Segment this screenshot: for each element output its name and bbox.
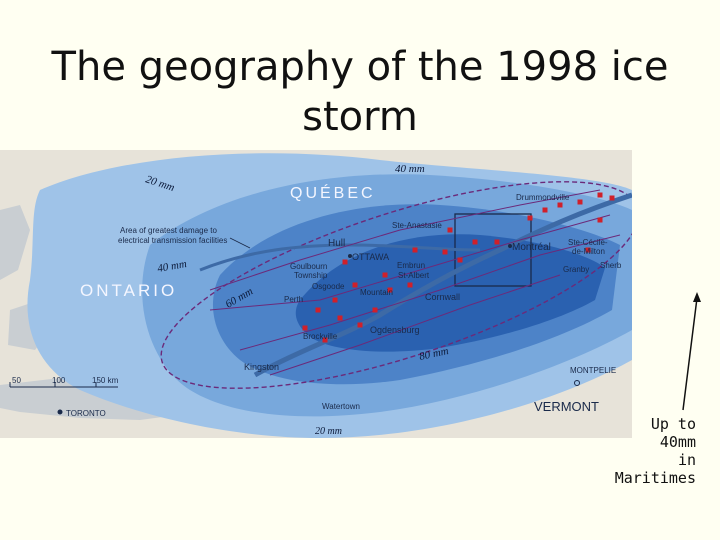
- region-quebec: QUÉBEC: [290, 185, 376, 202]
- slide-title: The geography of the 1998 ice storm: [51, 44, 669, 140]
- place-embrun: Embrun: [397, 261, 426, 270]
- place-osgoode: Osgoode: [312, 282, 345, 291]
- place-toronto: TORONTO: [66, 409, 106, 418]
- place-watertown: Watertown: [322, 402, 360, 411]
- place-township: Township: [294, 271, 328, 280]
- scale-100: 100: [52, 376, 66, 385]
- legend-damage-line1: Area of greatest damage to: [120, 226, 217, 235]
- label-40mm-top: 40 mm: [395, 163, 425, 175]
- place-cornwall: Cornwall: [425, 292, 461, 302]
- place-granby: Granby: [563, 265, 590, 274]
- region-ontario: ONTARIO: [80, 281, 178, 300]
- region-vermont: VERMONT: [534, 399, 599, 414]
- place-perth: Perth: [284, 295, 304, 304]
- place-mountain: Mountain: [360, 288, 393, 297]
- place-goulbourn: Goulbourn: [290, 262, 328, 271]
- place-kingston: Kingston: [244, 362, 280, 372]
- place-ottawa: OTTAWA: [352, 252, 390, 262]
- label-80mm: 80 mm: [418, 345, 450, 363]
- place-st-albert: St-Albert: [398, 271, 430, 280]
- scale-150: 150 km: [92, 376, 119, 385]
- place-montpelier: MONTPELIE: [570, 366, 617, 375]
- place-sherbrooke: Sherb: [600, 261, 622, 270]
- label-20mm-bottom: 20 mm: [315, 426, 342, 437]
- label-60mm: 60 mm: [223, 285, 256, 311]
- scale-50: 50: [12, 376, 21, 385]
- place-ste-cecile-2: de-Milton: [572, 247, 605, 256]
- place-hull: Hull: [328, 238, 346, 249]
- place-ogdensburg: Ogdensburg: [370, 325, 420, 335]
- label-40mm-left: 40 mm: [156, 257, 188, 275]
- place-ste-cecile-1: Ste-Cécile-: [568, 238, 608, 247]
- place-ste-anastasie: Ste-Anastasie: [392, 221, 442, 230]
- label-20mm-left: 20 mm: [144, 173, 176, 195]
- place-brockville: Brockville: [303, 332, 338, 341]
- place-montreal: Montréal: [512, 242, 551, 253]
- place-drummondville: Drummondville: [516, 193, 570, 202]
- maritimes-note: Up to 40mm in Maritimes: [614, 415, 696, 487]
- legend-damage-line2: electrical transmission facilities: [118, 236, 228, 245]
